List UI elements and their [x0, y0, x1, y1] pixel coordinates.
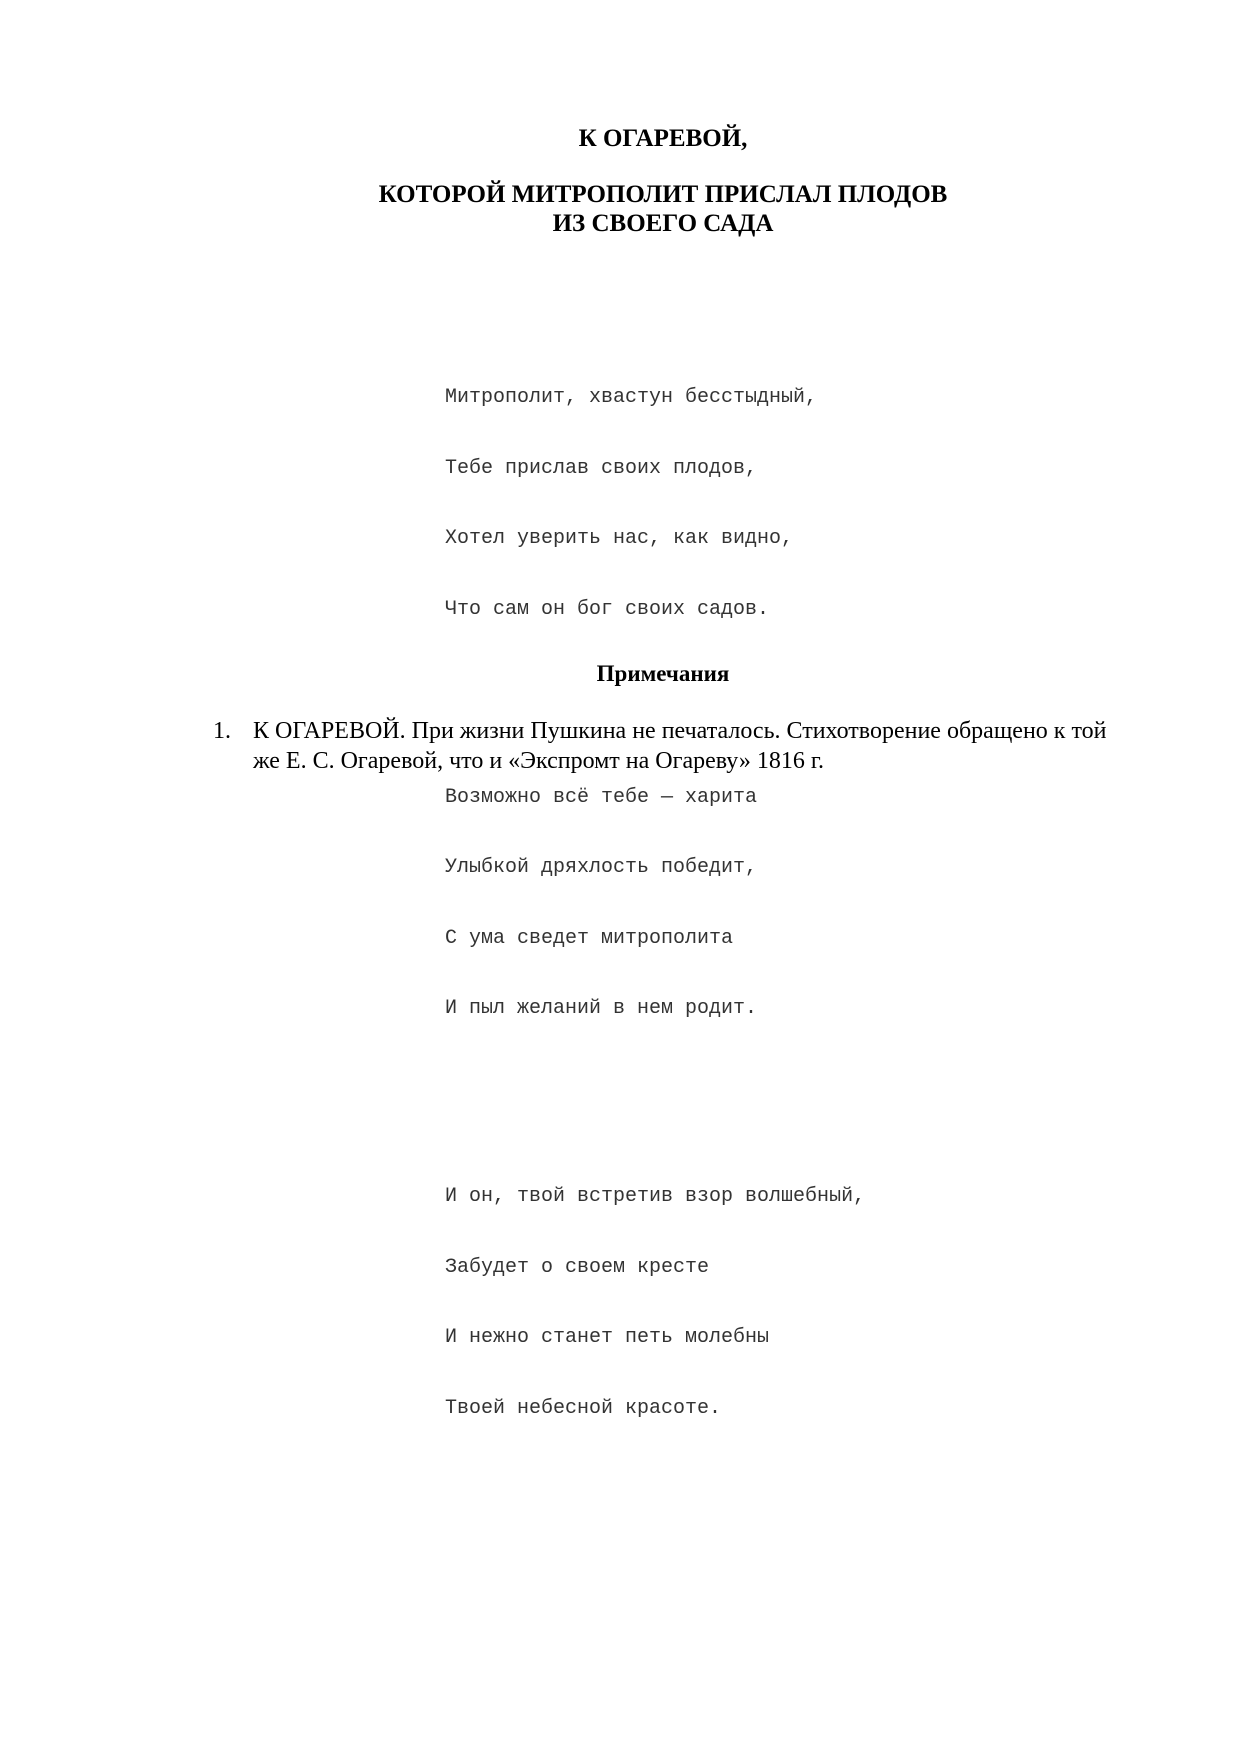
poem-line: И он, твой встретив взор волшебный, — [445, 1185, 866, 1208]
poem-line: Твоей небесной красоте. — [445, 1396, 722, 1420]
note-text-line: К ОГАРЕВОЙ. При жизни Пушкина не печаталось. Стихотворение обращено к той — [253, 718, 1107, 744]
poem-line: Тебе прислав своих плодов, — [445, 456, 758, 480]
poem-line: Хотел уверить нас, как видно, — [445, 527, 794, 550]
title-line-2: КОТОРОЙ МИТРОПОЛИТ ПРИСЛАЛ ПЛОДОВ — [378, 181, 948, 208]
poem-line: С ума сведет митрополита — [445, 926, 734, 950]
poem-line: И пыл желаний в нем родит. — [445, 997, 758, 1020]
poem — [445, 292, 865, 1514]
poem-line: Что сам он бог своих садов. — [445, 597, 770, 621]
notes-heading: Примечания — [596, 661, 730, 686]
note-text-line: же Е. С. Огаревой, что и «Экспромт на Огареву» 1816 г. — [253, 748, 825, 774]
poem-line: Улыбкой дряхлость победит, — [445, 856, 758, 879]
title-line-3: ИЗ СВОЕГО САДА — [552, 210, 774, 237]
poem-stanza-1 — [445, 339, 865, 668]
note-text — [253, 716, 1173, 776]
title-line-1: К ОГАРЕВОЙ, — [578, 125, 748, 152]
poem-line: Митрополит, хвастун бесстыдный, — [445, 386, 818, 409]
poem-line: Забудет о своем кресте — [445, 1255, 710, 1279]
poem-stanza-2 — [445, 739, 865, 1068]
poem-line: Возможно всё тебе — харита — [445, 785, 758, 809]
note-number: 1. — [213, 718, 231, 744]
poem-stanza-3 — [445, 1138, 865, 1467]
poem-line: И нежно станет петь молебны — [445, 1326, 770, 1349]
